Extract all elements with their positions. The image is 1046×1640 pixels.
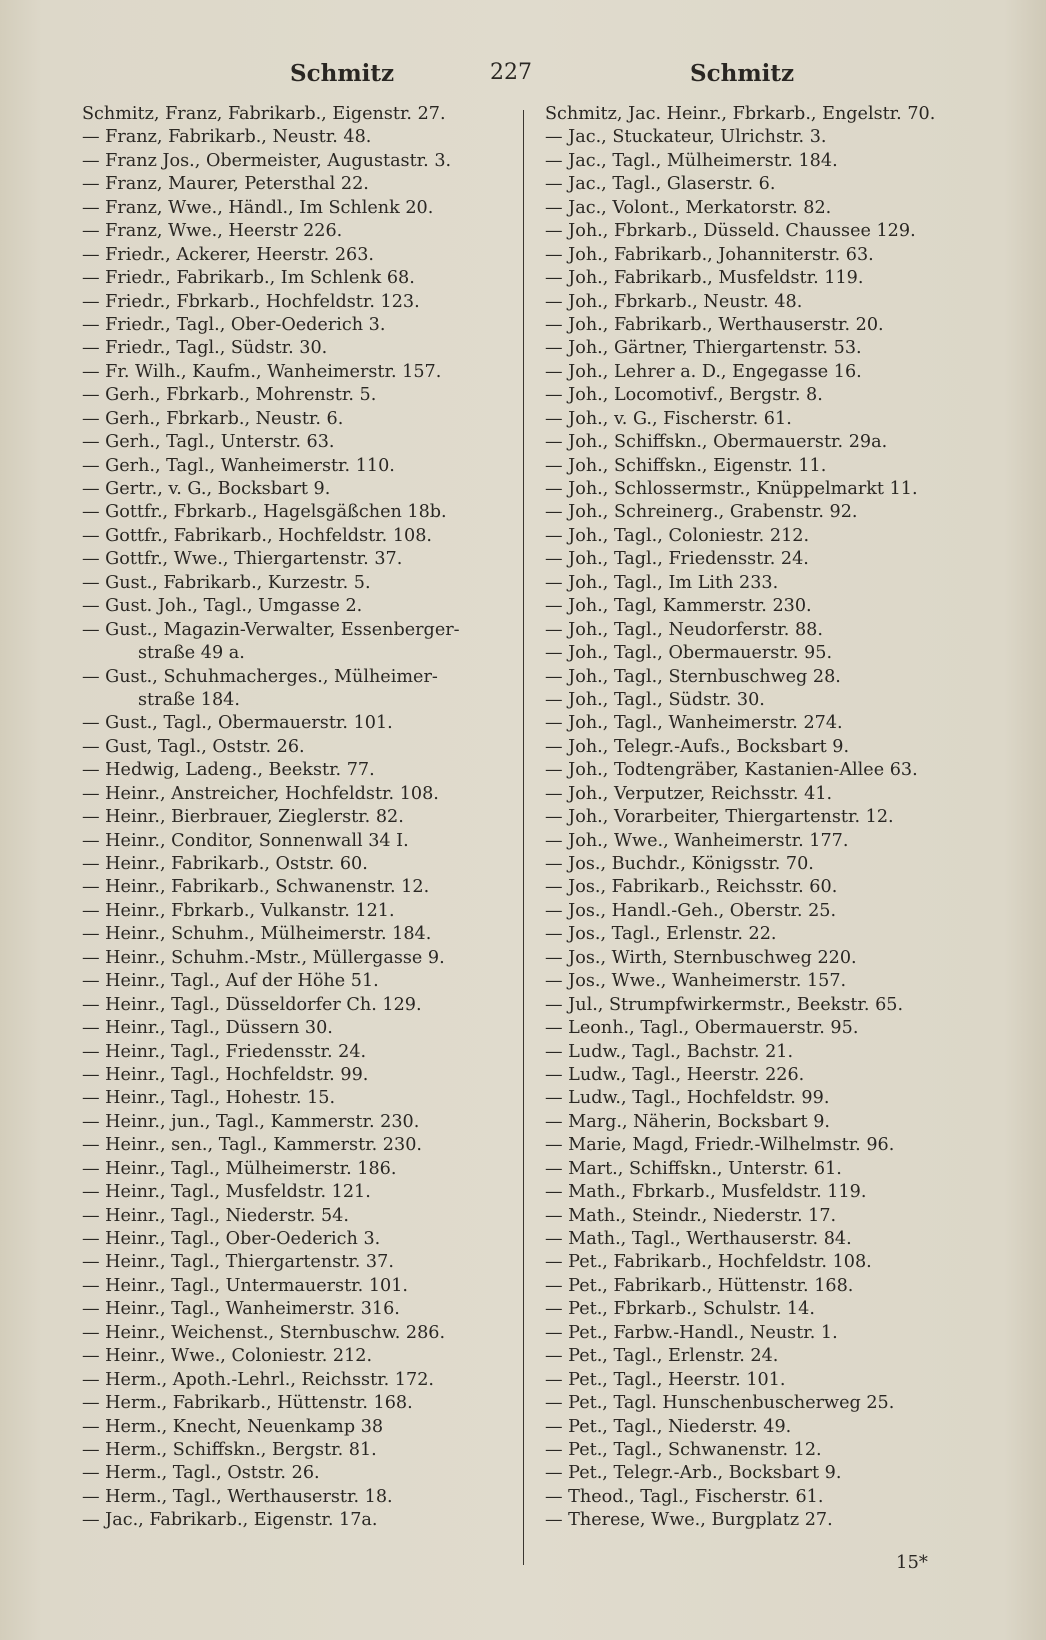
- directory-entry: — Ludw., Tagl., Heerstr. 226.: [545, 1064, 805, 1085]
- directory-entry: — Marie, Magd, Friedr.-Wilhelmstr. 96.: [545, 1135, 895, 1156]
- directory-entry: — Heinr., Tagl., Hohestr. 15.: [82, 1088, 336, 1109]
- directory-entry: — Fr. Wilh., Kaufm., Wanheimerstr. 157.: [82, 361, 442, 382]
- directory-entry: — Gust. Joh., Tagl., Umgasse 2.: [82, 596, 363, 617]
- directory-entry: — Pet., Tagl. Hunschenbuscherweg 25.: [545, 1393, 895, 1414]
- directory-entry: — Herm., Knecht, Neuenkamp 38: [82, 1416, 384, 1437]
- directory-entry: — Heinr., Fbrkarb., Vulkanstr. 121.: [82, 900, 395, 921]
- directory-entry: — Jac., Tagl., Mülheimerstr. 184.: [545, 150, 838, 171]
- directory-entry: — Joh., Tagl., Obermauerstr. 95.: [545, 643, 833, 664]
- directory-entry: — Ludw., Tagl., Bachstr. 21.: [545, 1041, 794, 1062]
- directory-entry: — Heinr., Conditor, Sonnenwall 34 I.: [82, 830, 409, 851]
- directory-entry: — Gottfr., Fabrikarb., Hochfeldstr. 108.: [82, 525, 433, 546]
- directory-entry: — Pet., Fabrikarb., Hochfeldstr. 108.: [545, 1252, 872, 1273]
- directory-entry: — Gerh., Tagl., Wanheimerstr. 110.: [82, 455, 395, 476]
- directory-entry: — Friedr., Ackerer, Heerstr. 263.: [82, 244, 374, 265]
- directory-entry: — Friedr., Fbrkarb., Hochfeldstr. 123.: [82, 291, 420, 312]
- directory-entry: — Gust, Tagl., Oststr. 26.: [82, 736, 305, 757]
- directory-entry: — Marg., Näherin, Bocksbart 9.: [545, 1111, 830, 1132]
- directory-entry: — Franz, Fabrikarb., Neustr. 48.: [82, 127, 372, 148]
- directory-entry: — Joh., Tagl., Südstr. 30.: [545, 689, 765, 710]
- directory-entry: — Joh., Vorarbeiter, Thiergartenstr. 12.: [545, 807, 894, 828]
- directory-entry: — Franz, Wwe., Heerstr 226.: [82, 221, 343, 242]
- directory-entry: — Jos., Handl.-Geh., Oberstr. 25.: [545, 900, 837, 921]
- directory-entry: Schmitz, Jac. Heinr., Fbrkarb., Engelstr. 70.: [545, 104, 936, 124]
- directory-entry: — Heinr., Schuhm., Mülheimerstr. 184.: [82, 924, 432, 945]
- directory-entry: — Heinr., Weichenst., Sternbuschw. 286.: [82, 1322, 446, 1343]
- directory-entry: — Herm., Tagl., Werthauserstr. 18.: [82, 1486, 393, 1507]
- directory-entry: — Heinr., Fabrikarb., Oststr. 60.: [82, 854, 368, 874]
- directory-entry: — Leonh., Tagl., Obermauerstr. 95.: [545, 1018, 859, 1039]
- directory-entry: — Heinr., Tagl., Auf der Höhe 51.: [82, 971, 379, 992]
- directory-entry: — Gust., Schuhmacherges., Mülheimer-: [82, 666, 438, 687]
- directory-entry: — Heinr., Schuhm.-Mstr., Müllergasse 9.: [82, 947, 445, 968]
- directory-entry: — Gottfr., Fbrkarb., Hagelsgäßchen 18b.: [82, 502, 447, 523]
- directory-entry: — Joh., Fabrikarb., Johanniterstr. 63.: [545, 244, 874, 265]
- directory-entry: — Joh., v. G., Fischerstr. 61.: [545, 408, 792, 429]
- directory-entry: — Pet., Tagl., Erlenstr. 24.: [545, 1346, 779, 1367]
- directory-entry: — Gust., Tagl., Obermauerstr. 101.: [82, 713, 393, 734]
- directory-entry: — Hedwig, Ladeng., Beekstr. 77.: [82, 760, 375, 781]
- directory-entry: — Jos., Wirth, Sternbuschweg 220.: [545, 947, 857, 968]
- directory-entry: — Pet., Tagl., Niederstr. 49.: [545, 1416, 792, 1437]
- directory-entry: — Joh., Schreinerg., Grabenstr. 92.: [545, 502, 858, 523]
- directory-entry: — Jos., Buchdr., Königsstr. 70.: [545, 854, 814, 874]
- directory-entry: — Joh., Schiffskn., Obermauerstr. 29a.: [545, 432, 888, 453]
- directory-entry: — Joh., Schiffskn., Eigenstr. 11.: [545, 455, 827, 476]
- directory-entry: — Pet., Fbrkarb., Schulstr. 14.: [545, 1299, 815, 1320]
- directory-entry: — Joh., Fabrikarb., Werthauserstr. 20.: [545, 314, 884, 335]
- directory-entry: — Joh., Tagl, Kammerstr. 230.: [545, 596, 812, 617]
- directory-entry: — Joh., Gärtner, Thiergartenstr. 53.: [545, 338, 862, 359]
- directory-entry: — Jos., Fabrikarb., Reichsstr. 60.: [545, 877, 838, 898]
- directory-entry: — Heinr., Tagl., Hochfeldstr. 99.: [82, 1064, 369, 1085]
- directory-entry: — Joh., Lehrer a. D., Engegasse 16.: [545, 361, 862, 382]
- directory-entry: — Franz Jos., Obermeister, Augustastr. 3.: [82, 150, 452, 171]
- directory-entry: — Gerh., Fbrkarb., Neustr. 6.: [82, 408, 344, 429]
- directory-entry: — Theod., Tagl., Fischerstr. 61.: [545, 1486, 824, 1507]
- directory-entry: — Gerh., Fbrkarb., Mohrenstr. 5.: [82, 385, 377, 406]
- directory-entry: straße 49 a.: [138, 643, 245, 664]
- directory-entry: — Heinr., Bierbrauer, Zieglerstr. 82.: [82, 807, 404, 828]
- directory-entry: — Heinr., Tagl., Düssern 30.: [82, 1018, 333, 1039]
- directory-entry: — Jac., Stuckateur, Ulrichstr. 3.: [545, 127, 827, 148]
- directory-entry: — Franz, Wwe., Händl., Im Schlenk 20.: [82, 197, 434, 218]
- directory-entry: — Pet., Tagl., Heerstr. 101.: [545, 1369, 786, 1390]
- running-header: [0, 60, 1046, 96]
- directory-entry: — Joh., Tagl., Wanheimerstr. 274.: [545, 713, 843, 734]
- header-right-name: Schmitz: [690, 60, 795, 87]
- directory-entry: — Jos., Wwe., Wanheimerstr. 157.: [545, 971, 847, 992]
- page-number: 227: [490, 60, 532, 85]
- directory-entry: — Joh., Wwe., Wanheimerstr. 177.: [545, 830, 849, 851]
- directory-entry: — Herm., Tagl., Oststr. 26.: [82, 1463, 320, 1484]
- directory-entry: — Heinr., Tagl., Niederstr. 54.: [82, 1205, 349, 1226]
- directory-entry: — Jul., Strumpfwirkermstr., Beekstr. 65.: [545, 994, 904, 1015]
- directory-entry: — Jos., Tagl., Erlenstr. 22.: [545, 924, 777, 945]
- directory-entry: — Friedr., Tagl., Ober-Oederich 3.: [82, 314, 386, 335]
- directory-entry: — Joh., Tagl., Sternbuschweg 28.: [545, 666, 841, 687]
- directory-entry: — Heinr., sen., Tagl., Kammerstr. 230.: [82, 1135, 422, 1156]
- directory-entry: — Joh., Fabrikarb., Musfeldstr. 119.: [545, 268, 864, 289]
- directory-entry: — Heinr., Wwe., Coloniestr. 212.: [82, 1346, 373, 1367]
- directory-entry: — Joh., Fbrkarb., Düsseld. Chaussee 129.: [545, 221, 916, 242]
- directory-entry: — Friedr., Fabrikarb., Im Schlenk 68.: [82, 268, 415, 289]
- directory-entry: — Heinr., Anstreicher, Hochfeldstr. 108.: [82, 783, 439, 804]
- directory-entry: — Franz, Maurer, Petersthal 22.: [82, 174, 369, 195]
- header-left-name: Schmitz: [290, 60, 395, 87]
- directory-entry: — Pet., Telegr.-Arb., Bocksbart 9.: [545, 1463, 842, 1484]
- directory-entry: — Gerh., Tagl., Unterstr. 63.: [82, 432, 335, 453]
- directory-entry: — Heinr., Tagl., Untermauerstr. 101.: [82, 1275, 408, 1296]
- directory-entry: — Heinr., Tagl., Friedensstr. 24.: [82, 1041, 367, 1062]
- directory-entry: — Jac., Tagl., Glaserstr. 6.: [545, 174, 776, 195]
- directory-entry: — Joh., Tagl., Coloniestr. 212.: [545, 525, 810, 546]
- directory-entry: — Gertr., v. G., Bocksbart 9.: [82, 479, 331, 499]
- directory-entry: — Heinr., Tagl., Wanheimerstr. 316.: [82, 1299, 400, 1320]
- directory-entry: — Heinr., Fabrikarb., Schwanenstr. 12.: [82, 877, 430, 898]
- directory-entry: — Heinr., Tagl., Musfeldstr. 121.: [82, 1182, 371, 1203]
- left-column: [82, 103, 552, 1533]
- directory-entry: — Joh., Tagl., Im Lith 233.: [545, 572, 779, 593]
- directory-entry: — Herm., Fabrikarb., Hüttenstr. 168.: [82, 1393, 413, 1414]
- directory-entry: — Joh., Telegr.-Aufs., Bocksbart 9.: [545, 736, 850, 757]
- directory-entry: Schmitz, Franz, Fabrikarb., Eigenstr. 27.: [82, 104, 446, 124]
- directory-entry: — Pet., Fabrikarb., Hüttenstr. 168.: [545, 1275, 854, 1296]
- directory-entry: — Heinr., Tagl., Mülheimerstr. 186.: [82, 1158, 397, 1179]
- directory-entry: — Heinr., Tagl., Düsseldorfer Ch. 129.: [82, 994, 422, 1015]
- directory-entry: — Joh., Schlossermstr., Knüppelmarkt 11.: [545, 479, 918, 499]
- column-divider: [523, 110, 524, 1565]
- directory-entry: — Joh., Tagl., Friedensstr. 24.: [545, 549, 809, 570]
- directory-entry: — Mart., Schiffskn., Unterstr. 61.: [545, 1158, 842, 1179]
- directory-entry: — Jac., Volont., Merkatorstr. 82.: [545, 197, 832, 218]
- directory-entry: — Heinr., jun., Tagl., Kammerstr. 230.: [82, 1111, 420, 1132]
- directory-entry: — Gottfr., Wwe., Thiergartenstr. 37.: [82, 549, 403, 570]
- directory-entry: — Friedr., Tagl., Südstr. 30.: [82, 338, 328, 359]
- directory-entry: straße 184.: [138, 689, 240, 710]
- directory-entry: — Joh., Fbrkarb., Neustr. 48.: [545, 291, 803, 312]
- directory-entry: — Pet., Farbw.-Handl., Neustr. 1.: [545, 1322, 838, 1343]
- directory-entry: — Math., Tagl., Werthauserstr. 84.: [545, 1229, 852, 1249]
- directory-entry: — Joh., Tagl., Neudorferstr. 88.: [545, 619, 823, 640]
- directory-entry: — Pet., Tagl., Schwanenstr. 12.: [545, 1439, 822, 1460]
- directory-entry: — Heinr., Tagl., Ober-Oederich 3.: [82, 1229, 381, 1249]
- directory-entry: — Gust., Magazin-Verwalter, Essenberger-: [82, 619, 460, 640]
- directory-entry: — Herm., Schiffskn., Bergstr. 81.: [82, 1439, 377, 1460]
- directory-entry: — Herm., Apoth.-Lehrl., Reichsstr. 172.: [82, 1369, 434, 1390]
- directory-entry: — Therese, Wwe., Burgplatz 27.: [545, 1510, 833, 1531]
- directory-entry: — Jac., Fabrikarb., Eigenstr. 17a.: [82, 1510, 378, 1531]
- directory-entry: — Math., Fbrkarb., Musfeldstr. 119.: [545, 1182, 867, 1203]
- signature-mark: 15*: [896, 1552, 928, 1573]
- directory-entry: — Math., Steindr., Niederstr. 17.: [545, 1205, 837, 1226]
- right-column: [545, 103, 1015, 1533]
- directory-entry: — Ludw., Tagl., Hochfeldstr. 99.: [545, 1088, 830, 1109]
- directory-entry: — Gust., Fabrikarb., Kurzestr. 5.: [82, 572, 371, 593]
- directory-entry: — Joh., Locomotivf., Bergstr. 8.: [545, 385, 823, 406]
- directory-entry: — Joh., Todtengräber, Kastanien-Allee 63.: [545, 760, 918, 781]
- directory-entry: — Heinr., Tagl., Thiergartenstr. 37.: [82, 1252, 394, 1273]
- directory-entry: — Joh., Verputzer, Reichsstr. 41.: [545, 783, 833, 804]
